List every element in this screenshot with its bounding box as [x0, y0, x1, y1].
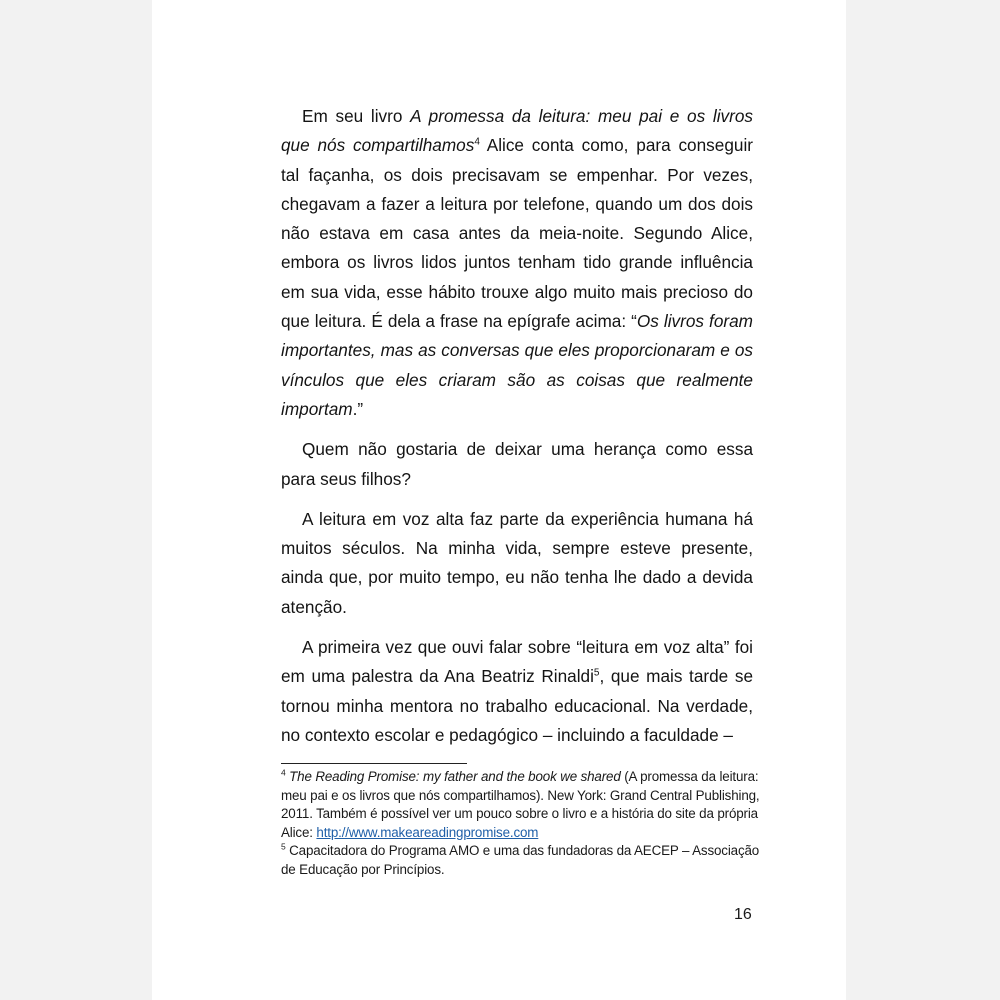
paragraph-text: .”	[352, 398, 364, 419]
paragraph-text: Em seu livro	[302, 106, 411, 126]
paragraph-1	[281, 102, 753, 424]
footnote-number: 4	[281, 767, 286, 778]
footnote-book-title: The Reading Promise: my father and the book we shared	[289, 769, 621, 784]
book-title: A promessa da leitura: meu pai e os livros que nós compartilhamos	[281, 106, 753, 156]
footnote-separator	[281, 763, 467, 764]
footnote-5	[281, 842, 761, 879]
epigraph-quote: Os livros foram importantes, mas as conversas que eles proporcionaram e os vínculos que eles criaram são as coisas que realmente importam	[281, 311, 753, 419]
footnote-text: Capacitadora do Programa AMO e uma das fundadoras da AECEP – Associação de Educação por Princípios.	[281, 843, 760, 877]
paragraph-text: , que mais tarde se tornou minha mentora no trabalho educacional. Na verdade, no contexto escolar e pedagógico – incluindo a faculdade –	[281, 666, 753, 745]
footnote-ref-4[interactable]: 4	[474, 136, 480, 148]
footnote-ref-5[interactable]: 5	[593, 667, 600, 679]
footnote-link[interactable]: http://www.makeareadingpromise.com	[316, 824, 539, 840]
footnote-text: (A promessa da leitura: meu pai e os livros que nós compartilhamos). New York: Grand Central Publishing, 2011. Também é possível ver um pouco sobre o livro e a história do site da própria Alice:	[281, 769, 760, 840]
page-number: 16	[734, 906, 752, 923]
footnotes	[281, 768, 761, 880]
footnote-4	[281, 768, 761, 842]
paragraph-text: Alice conta como, para conseguir tal façanha, os dois precisavam se empenhar. Por vezes, chegavam a fazer a leitura por telefone, quando um dos dois não estava em casa antes da meia-noite. Segundo Alice, embora os livros lidos juntos tenham tido grande influência em sua vida, esse hábito trouxe algo muito mais precioso do que leitura. É dela a frase na epígrafe acima: “	[281, 135, 753, 332]
body-text	[281, 102, 753, 761]
document-page	[152, 0, 846, 1000]
paragraph-2: Quem não gostaria de deixar uma herança como essa para seus filhos?	[281, 439, 753, 489]
paragraph-4	[281, 633, 753, 750]
footnote-number: 5	[281, 841, 286, 852]
paragraph-text: A primeira vez que ouvi falar sobre “leitura em voz alta” foi em uma palestra da Ana Beatriz Rinaldi	[281, 637, 753, 687]
paragraph-3: A leitura em voz alta faz parte da experiência humana há muitos séculos. Na minha vida, sempre esteve presente, ainda que, por muito tempo, eu não tenha lhe dado a devida atenção.	[281, 508, 753, 617]
